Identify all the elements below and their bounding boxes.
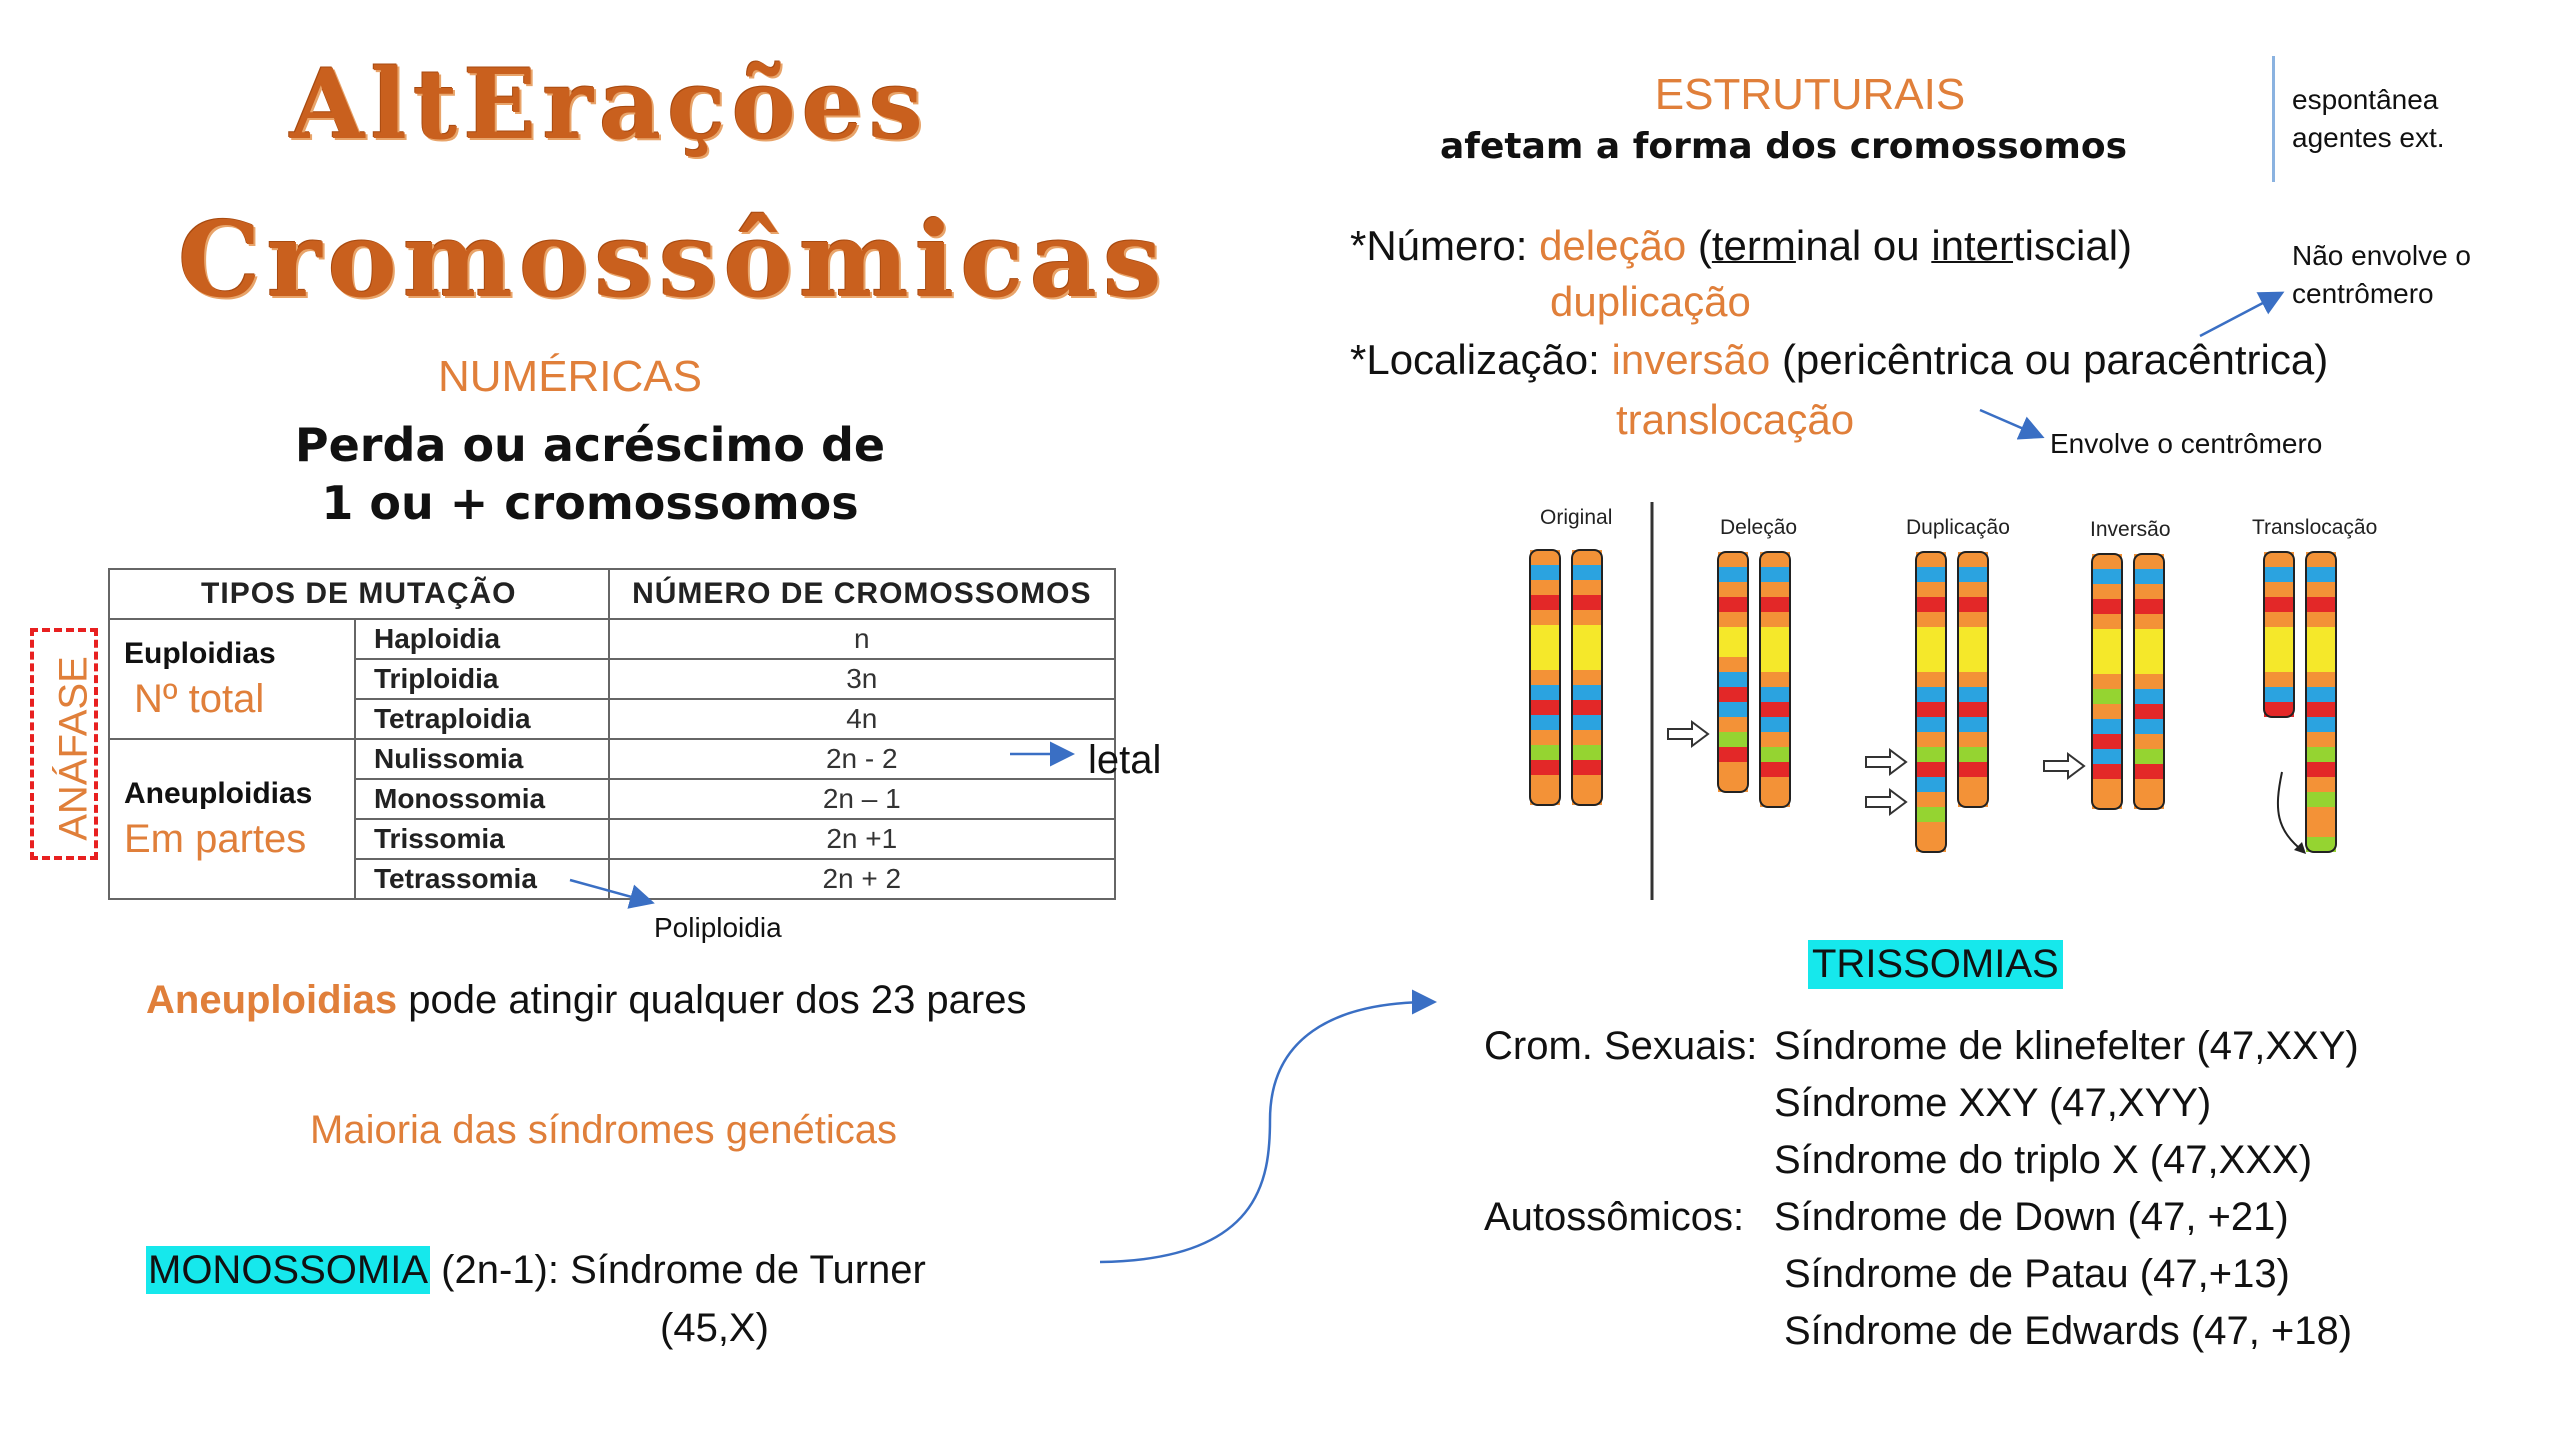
chromosome-band (1718, 612, 1748, 627)
monossomia-rest: (2n-1): Síndrome de Turner (441, 1248, 926, 1292)
list-prefix: Autossômicos: (1484, 1195, 1745, 1239)
chromosome-band (1530, 700, 1560, 715)
chromosome-band (1530, 730, 1560, 745)
chromosome-band (2306, 612, 2336, 627)
nao-envolve-arrow (2200, 294, 2280, 336)
intersticial-rest: tiscial) (2013, 222, 2133, 269)
chromosome-band (1572, 670, 1602, 685)
chromosome-band (2092, 644, 2122, 659)
chromosome-band (1958, 582, 1988, 597)
chromosome-band (1958, 552, 1988, 567)
delecao-arrow (1668, 722, 1708, 746)
list-text: Síndrome de klinefelter (47,XXY) (1774, 1024, 2359, 1068)
chromosome-band (2134, 734, 2164, 749)
chromosome-band (2092, 554, 2122, 569)
chromosome-band (2264, 627, 2294, 642)
chromosome-band (1916, 687, 1946, 702)
numericas-subtitle-2: 1 ou + cromossomos (321, 476, 859, 530)
anafase-label: ANÁFASE (51, 656, 96, 841)
chromosome-band (2092, 614, 2122, 629)
diagram-label-delecao: Deleção (1720, 516, 1798, 539)
chromosome-band (1916, 762, 1946, 777)
duplicacao-arrow-1 (1866, 750, 1906, 774)
diagram-label-translocacao: Translocação (2252, 516, 2378, 539)
chromosome-band (1760, 777, 1790, 792)
chromosome-band (2264, 567, 2294, 582)
chromosome-number: 4n (609, 699, 1115, 739)
trissomias-heading: TRISSOMIAS (1808, 940, 2063, 989)
mutation-type: Tetraploidia (355, 699, 609, 739)
chromosome-band (2092, 659, 2122, 674)
chromosome-band (1958, 732, 1988, 747)
mutation-type: Triploidia (355, 659, 609, 699)
chromosome-band (1718, 732, 1748, 747)
chromosome-band (2092, 794, 2122, 809)
chromosome-inversao-a (2092, 554, 2122, 809)
chromosome-band (1958, 702, 1988, 717)
chromosome-band (1958, 642, 1988, 657)
chromosome-original-a (1530, 550, 1560, 805)
chromosome-band (2306, 807, 2336, 822)
letal-label: letal (1088, 738, 1162, 782)
chromosome-band (2264, 597, 2294, 612)
chromosome-band (1916, 642, 1946, 657)
chromosome-band (1572, 790, 1602, 805)
inversao-detail: (pericêntrica ou paracêntrica) (1781, 336, 2329, 383)
chromosome-band (1916, 792, 1946, 807)
chromosome-band (1530, 760, 1560, 775)
chromosome-band (1760, 642, 1790, 657)
chromosome-band (1760, 702, 1790, 717)
nao-envolve-1: Não envolve o (2292, 240, 2472, 271)
chromosome-translocacao-b (2306, 552, 2336, 852)
chromosome-band (2306, 702, 2336, 717)
envolve-label: Envolve o centrômero (2050, 428, 2323, 459)
chromosome-band (1718, 762, 1748, 777)
chromosome-band (2092, 704, 2122, 719)
estruturais-arrows (1900, 260, 2323, 460)
chromosome-band (2092, 719, 2122, 734)
chromosome-band (2264, 657, 2294, 672)
chromosome-band (2134, 689, 2164, 704)
numero-label: *Número: (1350, 222, 1528, 269)
chromosome-inversao-b (2134, 554, 2164, 809)
chromosome-number: 2n - 2 (609, 739, 1115, 779)
chromosome-band (1572, 775, 1602, 790)
chromosome-band (1916, 822, 1946, 837)
list-text: Síndrome de Down (47, +21) (1774, 1195, 2289, 1239)
chromosome-diagram (1500, 490, 2420, 910)
intersticial-underlined: inter (1931, 222, 2014, 269)
chromosome-band (1572, 610, 1602, 625)
chromosome-band (1958, 567, 1988, 582)
chromosome-band (1572, 685, 1602, 700)
delecao-term: deleção (1539, 222, 1687, 269)
chromosome-band (2134, 644, 2164, 659)
chromosome-band (1916, 672, 1946, 687)
aneuploidias-rest: pode atingir qualquer dos 23 pares (408, 978, 1027, 1022)
chromosome-band (1572, 745, 1602, 760)
chromosome-band (2134, 764, 2164, 779)
chromosome-band (2264, 672, 2294, 687)
chromosome-band (1718, 687, 1748, 702)
chromosome-band (1958, 777, 1988, 792)
chromosome-band (2306, 792, 2336, 807)
nao-envolve-2: centrômero (2292, 278, 2434, 309)
chromosome-band (1572, 760, 1602, 775)
chromosome-band (1760, 762, 1790, 777)
chromosome-band (1958, 657, 1988, 672)
chromosome-band (1572, 730, 1602, 745)
chromosome-band (1916, 552, 1946, 567)
chromosome-band (2264, 552, 2294, 567)
chromosome-band (2306, 627, 2336, 642)
chromosome-translocacao-a (2264, 552, 2294, 717)
list-item (1484, 1075, 2359, 1132)
chromosome-band (1718, 642, 1748, 657)
chromosome-band (2134, 629, 2164, 644)
chromosome-band (1572, 565, 1602, 580)
chromosome-band (1916, 627, 1946, 642)
chromosome-duplicacao-b (1958, 552, 1988, 807)
chromosome-band (2134, 794, 2164, 809)
chromosome-band (2306, 747, 2336, 762)
list-text: Síndrome de Patau (47,+13) (1784, 1252, 2290, 1296)
chromosome-band (2264, 687, 2294, 702)
diagram-label-inversao: Inversão (2090, 518, 2171, 541)
main-title-line1: AltErações (290, 48, 929, 161)
duplicacao-arrow-2 (1866, 790, 1906, 814)
list-item (1484, 1246, 2359, 1303)
mutation-type: Tetrassomia (355, 859, 609, 899)
chromosome-band (2134, 614, 2164, 629)
chromosome-band (2092, 689, 2122, 704)
chromosome-band (1958, 717, 1988, 732)
list-prefix: Crom. Sexuais: (1484, 1024, 1758, 1068)
duplicacao-term: duplicação (1550, 278, 1751, 325)
chromosome-band (1760, 747, 1790, 762)
chromosome-band (1916, 747, 1946, 762)
chromosome-band (1760, 687, 1790, 702)
cause-spontaneous: espontânea (2292, 84, 2439, 115)
chromosome-band (1760, 612, 1790, 627)
chromosome-band (1530, 670, 1560, 685)
terminal-underlined: term (1711, 222, 1796, 269)
chromosome-delecao-b (1760, 552, 1790, 807)
table-header: TIPOS DE MUTAÇÃO (109, 569, 609, 619)
monossomia-karyotype: (45,X) (660, 1306, 769, 1350)
cause-external: agentes ext. (2292, 122, 2445, 153)
chromosome-band (2092, 599, 2122, 614)
chromosome-band (1530, 775, 1560, 790)
chromosome-band (2306, 837, 2336, 852)
list-item (1484, 1189, 2359, 1246)
group-note: Nº total (134, 676, 265, 721)
chromosome-band (1718, 627, 1748, 642)
translocacao-arrow (2278, 772, 2304, 852)
list-item (1484, 1132, 2359, 1189)
chromosome-band (1958, 747, 1988, 762)
numericas-heading: NUMÉRICAS (437, 352, 703, 401)
main-title-line2: Cromossômicas (178, 198, 1168, 321)
mutation-type: Nulissomia (355, 739, 609, 779)
chromosome-band (2092, 674, 2122, 689)
list-item (1484, 1018, 2359, 1075)
localizacao-label: *Localização: (1350, 336, 1600, 383)
chromosome-band (2134, 704, 2164, 719)
diagram-label-duplicacao: Duplicação (1906, 516, 2010, 539)
chromosome-band (1916, 732, 1946, 747)
chromosome-band (2306, 822, 2336, 837)
chromosome-band (1572, 640, 1602, 655)
chromosome-band (1916, 582, 1946, 597)
envolve-arrow (1980, 410, 2040, 436)
group-name: Aneuploidias (124, 776, 313, 810)
chromosome-band (1760, 732, 1790, 747)
poliploidia-arrow (570, 880, 650, 902)
group-name: Euploidias (124, 636, 276, 670)
chromosome-band (1718, 567, 1748, 582)
chromosome-band (1530, 685, 1560, 700)
chromosome-band (1572, 580, 1602, 595)
chromosome-band (1530, 565, 1560, 580)
chromosome-band (1916, 837, 1946, 852)
chromosome-band (2306, 732, 2336, 747)
chromosome-band (1572, 625, 1602, 640)
chromosome-band (2264, 702, 2294, 717)
aneuploidias-note (146, 978, 1027, 1023)
chromosome-band (1760, 717, 1790, 732)
chromosome-number: n (609, 619, 1115, 659)
chromosome-band (1718, 702, 1748, 717)
chromosome-band (2306, 687, 2336, 702)
chromosome-band (2092, 779, 2122, 794)
poliploidia-label: Poliploidia (654, 912, 782, 943)
chromosome-band (2134, 569, 2164, 584)
delecao-paren: ( (1697, 222, 1712, 269)
chromosome-band (1958, 627, 1988, 642)
chromosome-band (2134, 554, 2164, 569)
list-text: Síndrome de Edwards (47, +18) (1784, 1309, 2353, 1353)
chromosome-band (1760, 792, 1790, 807)
chromosome-band (2264, 582, 2294, 597)
table-header: NÚMERO DE CROMOSSOMOS (609, 569, 1115, 619)
chromosome-band (1760, 552, 1790, 567)
chromosome-band (1572, 700, 1602, 715)
chromosome-delecao-a (1718, 552, 1748, 792)
chromosome-band (2134, 749, 2164, 764)
chromosome-band (1760, 567, 1790, 582)
chromosome-band (1916, 657, 1946, 672)
chromosome-band (1718, 747, 1748, 762)
chromosome-band (1916, 717, 1946, 732)
chromosome-band (1530, 715, 1560, 730)
chromosome-band (1916, 777, 1946, 792)
chromosome-number: 2n +1 (609, 819, 1115, 859)
chromosome-band (1718, 672, 1748, 687)
chromosome-band (1760, 657, 1790, 672)
mutation-type: Monossomia (355, 779, 609, 819)
chromosome-number: 2n + 2 (609, 859, 1115, 899)
chromosome-band (1760, 597, 1790, 612)
chromosome-band (2306, 597, 2336, 612)
monossomia-highlight: MONOSSOMIA (148, 1248, 429, 1292)
monossomia-line (146, 1248, 926, 1293)
chromosome-band (2306, 552, 2336, 567)
chromosome-band (1530, 625, 1560, 640)
chromosome-band (1572, 655, 1602, 670)
diagram-label-original: Original (1540, 506, 1613, 529)
chromosome-band (1916, 807, 1946, 822)
chromosome-band (1916, 702, 1946, 717)
chromosome-band (2134, 599, 2164, 614)
chromosome-band (1718, 777, 1748, 792)
chromosome-band (1530, 595, 1560, 610)
chromosome-band (2306, 672, 2336, 687)
chromosome-band (2264, 642, 2294, 657)
chromosome-band (1916, 597, 1946, 612)
chromosome-band (1958, 687, 1988, 702)
translocacao-term: translocação (1616, 396, 1855, 443)
chromosome-band (1572, 550, 1602, 565)
inversao-arrow (2044, 754, 2084, 778)
causes-divider (2272, 56, 2275, 182)
chromosome-band (1760, 582, 1790, 597)
terminal-rest: inal ou (1795, 222, 1932, 269)
chromosome-band (1530, 640, 1560, 655)
chromosome-band (1916, 567, 1946, 582)
chromosome-band (1958, 762, 1988, 777)
list-item (1484, 1303, 2359, 1360)
group-note: Em partes (124, 816, 307, 861)
chromosome-band (2092, 569, 2122, 584)
estruturais-heading: ESTRUTURAIS (1654, 70, 1966, 119)
chromosome-band (1530, 550, 1560, 565)
chromosome-number: 2n – 1 (609, 779, 1115, 819)
chromosome-number: 3n (609, 659, 1115, 699)
chromosome-band (1572, 595, 1602, 610)
chromosome-band (2092, 734, 2122, 749)
chromosome-band (1760, 672, 1790, 687)
numericas-subtitle-1: Perda ou acréscimo de (294, 418, 886, 472)
chromosome-band (2092, 584, 2122, 599)
chromosome-band (2134, 719, 2164, 734)
chromosome-band (1530, 655, 1560, 670)
estruturais-subtitle: afetam a forma dos cromossomos (1440, 126, 2128, 167)
curve-arrow (1080, 980, 1460, 1280)
chromosome-band (2134, 779, 2164, 794)
chromosome-band (1718, 597, 1748, 612)
mutation-type: Haploidia (355, 619, 609, 659)
chromosome-band (1718, 582, 1748, 597)
chromosome-band (1530, 790, 1560, 805)
chromosome-band (1718, 552, 1748, 567)
chromosome-band (2306, 567, 2336, 582)
chromosome-band (2306, 657, 2336, 672)
chromosome-band (2306, 762, 2336, 777)
chromosome-band (1760, 627, 1790, 642)
aneuploidias-highlight: Aneuploidias (146, 978, 398, 1022)
maioria-note: Maioria das síndromes genéticas (310, 1108, 897, 1152)
chromosome-band (2306, 642, 2336, 657)
chromosome-band (2264, 612, 2294, 627)
chromosome-band (2092, 629, 2122, 644)
list-text: Síndrome XXY (47,XYY) (1774, 1081, 2212, 1125)
chromosome-duplicacao-a (1916, 552, 1946, 852)
chromosome-band (1530, 745, 1560, 760)
chromosome-band (1572, 715, 1602, 730)
chromosome-band (1718, 657, 1748, 672)
chromosome-band (1530, 580, 1560, 595)
chromosome-band (1530, 610, 1560, 625)
chromosome-band (2092, 764, 2122, 779)
trissomias-list (1484, 1018, 2359, 1360)
chromosome-band (1958, 612, 1988, 627)
chromosome-band (2134, 659, 2164, 674)
table-arrows (0, 0, 1200, 960)
chromosome-band (1718, 717, 1748, 732)
list-text: Síndrome do triplo X (47,XXX) (1774, 1138, 2313, 1182)
chromosome-band (2134, 584, 2164, 599)
chromosome-band (1958, 597, 1988, 612)
chromosome-band (2134, 674, 2164, 689)
chromosome-original-b (1572, 550, 1602, 805)
chromosome-band (1916, 612, 1946, 627)
inversao-term: inversão (1611, 336, 1771, 383)
chromosome-band (2306, 717, 2336, 732)
chromosome-band (2306, 777, 2336, 792)
chromosome-band (2306, 582, 2336, 597)
chromosome-band (2092, 749, 2122, 764)
chromosome-band (1958, 792, 1988, 807)
chromosome-band (1958, 672, 1988, 687)
mutation-type: Trissomia (355, 819, 609, 859)
